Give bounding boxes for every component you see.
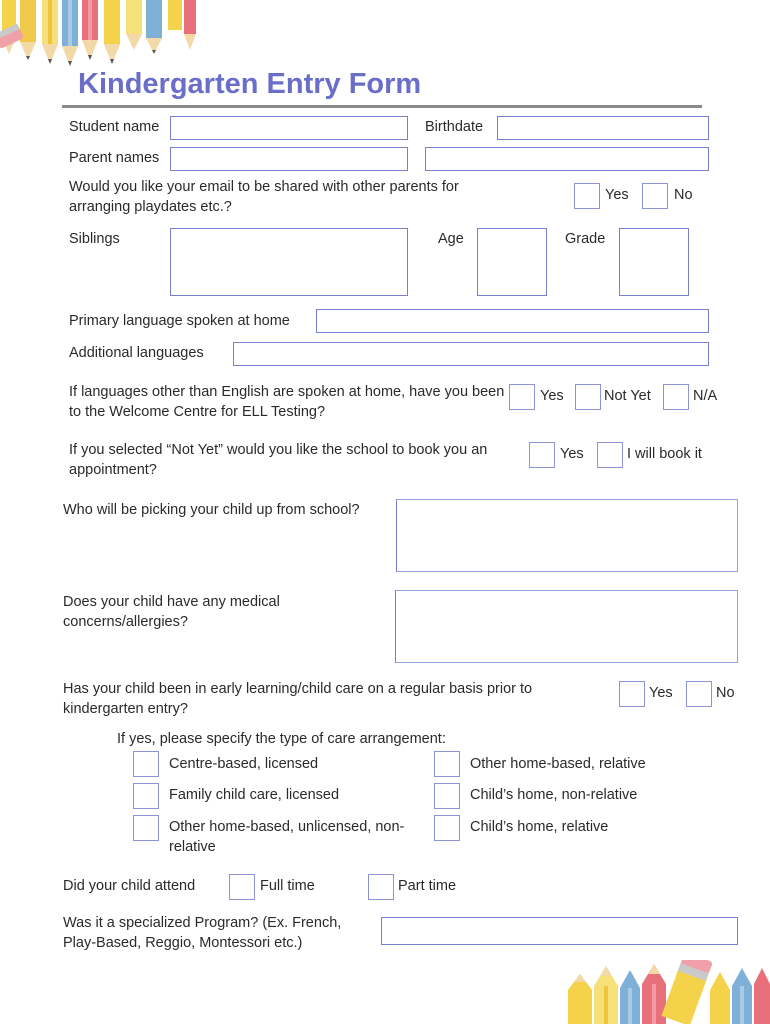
ell-testing-question: If languages other than English are spoken at home, have you been to the Welcome Centre for ELL Testing? [69, 384, 505, 420]
primary-language-label: Primary language spoken at home [69, 313, 290, 329]
email-share-yes-label: Yes [605, 187, 629, 203]
care-family-label: Family child care, licensed [169, 787, 340, 803]
parent-name-1-input[interactable] [170, 147, 408, 171]
primary-language-input[interactable] [316, 309, 709, 333]
care-home-relative-label: Other home-based, relative [470, 756, 646, 772]
siblings-label: Siblings [69, 231, 120, 247]
medical-input[interactable] [395, 590, 738, 663]
care-home-unlicensed-checkbox[interactable] [133, 815, 159, 841]
care-family-checkbox[interactable] [133, 783, 159, 809]
early-learning-question: Has your child been in early learning/child care on a regular basis prior to kindergarten entry? [63, 681, 533, 717]
early-learning-yes-checkbox[interactable] [619, 681, 645, 707]
email-share-yes-checkbox[interactable] [574, 183, 600, 209]
early-learning-yes-label: Yes [649, 685, 673, 701]
email-share-no-label: No [674, 187, 693, 203]
book-self-label: I will book it [627, 446, 702, 462]
birthdate-label: Birthdate [425, 119, 484, 135]
age-input[interactable] [477, 228, 547, 296]
parent-names-label: Parent names [69, 150, 160, 166]
page-title: Kindergarten Entry Form [78, 68, 422, 100]
ell-na-checkbox[interactable] [663, 384, 689, 410]
early-learning-no-label: No [716, 685, 735, 701]
title-divider [62, 105, 702, 108]
care-centre-based-checkbox[interactable] [133, 751, 159, 777]
care-home-unlicensed-label: Other home-based, unlicensed, non-relative [169, 819, 405, 855]
medical-question: Does your child have any medical concerns/allergies? [63, 594, 280, 630]
book-appointment-question: If you selected “Not Yet” would you like the school to book you an appointment? [69, 442, 488, 478]
pencils-top-decoration [0, 0, 200, 70]
specialized-program-input[interactable] [381, 917, 738, 945]
pickup-question: Who will be picking your child up from school? [63, 502, 360, 518]
specialized-program-question: Was it a specialized Program? (Ex. French, Play-Based, Reggio, Montessori etc.) [63, 915, 342, 951]
care-centre-based-label: Centre-based, licensed [169, 756, 319, 772]
care-home-relative-checkbox[interactable] [434, 751, 460, 777]
attend-label: Did your child attend [63, 878, 196, 894]
email-share-question: Would you like your email to be shared with other parents for arranging playdates etc.? [69, 179, 459, 215]
full-time-label: Full time [260, 878, 315, 894]
grade-input[interactable] [619, 228, 689, 296]
parent-name-2-input[interactable] [425, 147, 709, 171]
ell-not-yet-label: Not Yet [604, 388, 651, 404]
additional-languages-label: Additional languages [69, 345, 204, 361]
birthdate-input[interactable] [497, 116, 709, 140]
pencils-bottom-decoration [560, 960, 770, 1024]
care-childs-home-relative-checkbox[interactable] [434, 815, 460, 841]
grade-label: Grade [565, 231, 606, 247]
age-label: Age [438, 231, 464, 247]
care-childs-home-nonrelative-checkbox[interactable] [434, 783, 460, 809]
care-childs-home-relative-label: Child’s home, relative [470, 819, 609, 835]
part-time-checkbox[interactable] [368, 874, 394, 900]
book-self-checkbox[interactable] [597, 442, 623, 468]
siblings-input[interactable] [170, 228, 408, 296]
ell-not-yet-checkbox[interactable] [575, 384, 601, 410]
ell-yes-label: Yes [540, 388, 564, 404]
care-childs-home-nonrelative-label: Child’s home, non-relative [470, 787, 638, 803]
book-yes-checkbox[interactable] [529, 442, 555, 468]
ell-na-label: N/A [693, 388, 718, 404]
book-yes-label: Yes [560, 446, 584, 462]
student-name-label: Student name [69, 119, 160, 135]
email-share-no-checkbox[interactable] [642, 183, 668, 209]
additional-languages-input[interactable] [233, 342, 709, 366]
care-specify-label: If yes, please specify the type of care arrangement: [117, 731, 446, 747]
early-learning-no-checkbox[interactable] [686, 681, 712, 707]
pickup-input[interactable] [396, 499, 738, 572]
student-name-input[interactable] [170, 116, 408, 140]
ell-yes-checkbox[interactable] [509, 384, 535, 410]
full-time-checkbox[interactable] [229, 874, 255, 900]
part-time-label: Part time [398, 878, 457, 894]
